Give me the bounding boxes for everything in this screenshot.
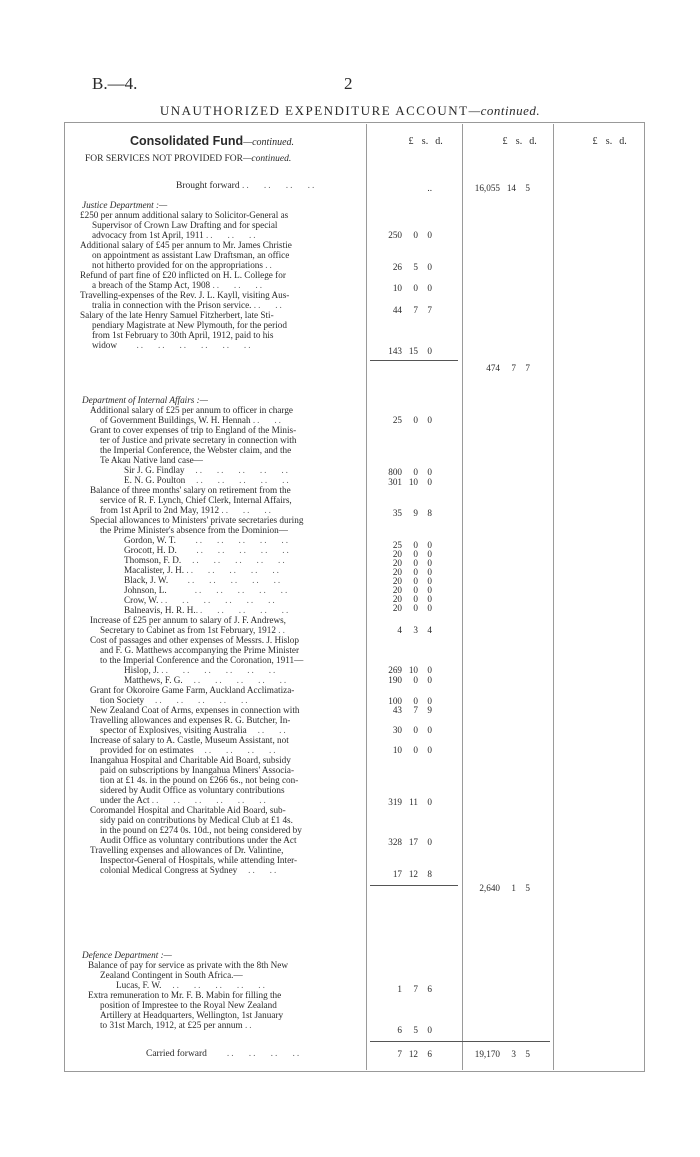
internal-amount: 4 3 4: [397, 625, 432, 635]
justice-heading: Justice Department :—: [82, 200, 168, 210]
column-header-1: £ s. d.: [408, 136, 443, 147]
internal-line: in the pound on £274 0s. 10d., not being considered by: [100, 825, 302, 835]
defence-heading: Defence Department :—: [82, 950, 172, 960]
carried-forward-col1: 7 12 6: [397, 1049, 432, 1059]
title-suffix: —continued.: [468, 103, 541, 118]
internal-amount: 10 0 0: [392, 745, 432, 755]
internal-amount: 30 0 0: [392, 725, 432, 735]
internal-line: from 1st April to 2nd May, 1912 .. .. ..: [100, 505, 273, 515]
internal-line: paid on subscriptions by Inangahua Miners' Associa-: [100, 765, 295, 775]
internal-line: Travelling expenses and allowances of Dr. Valintine,: [90, 845, 284, 855]
internal-line: of Government Buildings, W. H. Hennah .. ..: [100, 415, 283, 425]
internal-line: Special allowances to Ministers' private secretaries during: [90, 515, 304, 525]
defence-amount: 6 5 0: [397, 1025, 432, 1035]
internal-amount: 25 0 0: [392, 540, 432, 550]
internal-amount: 43 7 9: [392, 705, 432, 715]
services-heading: FOR SERVICES NOT PROVIDED FOR—continued.: [85, 154, 292, 164]
internal-line: sidered by Audit Office as voluntary contributions: [100, 785, 285, 795]
column-divider: [462, 124, 463, 1070]
justice-amount: 44 7 7: [392, 305, 432, 315]
justice-line: a breach of the Stamp Act, 1908 .. .. ..: [92, 280, 264, 290]
internal-line: tion at £1 4s. in the pound on £266 6s., not being con-: [100, 775, 299, 785]
justice-total: 474 7 7: [486, 363, 530, 373]
internal-line: Secretary to Cabinet as from 1st February, 1912 ..: [100, 625, 287, 635]
internal-amount: 328 17 0: [388, 837, 432, 847]
justice-line: on appointment as assistant Law Draftsman, an office: [92, 250, 290, 260]
justice-line: not hitherto provided for on the appropriations ..: [92, 260, 274, 270]
internal-line: Balance of three months' salary on retirement from the: [90, 485, 291, 495]
internal-line: Black, J. W. .. .. .. .. ..: [124, 575, 283, 585]
internal-line: Thomson, F. D. .. .. .. .. ..: [124, 555, 287, 565]
internal-amount: 20 0 0: [392, 549, 432, 559]
brought-forward-amount: 16,055 14 5: [474, 183, 530, 193]
justice-line: Salary of the late Henry Samuel Fitzherbert, late Sti-: [80, 310, 274, 320]
internal-amount: 20 0 0: [392, 576, 432, 586]
internal-amount: 17 12 8: [392, 869, 432, 879]
internal-line: Travelling allowances and expenses R. G. Butcher, In-: [90, 715, 291, 725]
internal-amount: 20 0 0: [392, 594, 432, 604]
carried-rule: [370, 1041, 550, 1042]
internal-line: colonial Medical Congress at Sydney .. ..: [100, 865, 279, 875]
defence-line: Lucas, F. W. .. .. .. .. ..: [116, 980, 267, 990]
justice-amount: 26 5 0: [392, 262, 432, 272]
internal-line: sidy paid on contributions by Medical Club at £1 4s.: [100, 815, 293, 825]
internal-amount: 20 0 0: [392, 585, 432, 595]
internal-amount: 25 0 0: [392, 415, 432, 425]
internal-line: Macalister, J. H. .. .. .. .. ..: [124, 565, 281, 575]
internal-line: Increase of £25 per annum to salary of J. F. Andrews,: [90, 615, 286, 625]
defence-line: Balance of pay for service as private with the 8th New: [88, 960, 289, 970]
internal-line: E. N. G. Poulton .. .. .. .. ..: [124, 475, 291, 485]
internal-line: Additional salary of £25 per annum to officer in charge: [90, 405, 293, 415]
internal-line: under the Act .. .. .. .. .. ..: [100, 795, 268, 805]
internal-line: Te Akau Native land case—: [100, 455, 203, 465]
justice-line: Additional salary of £45 per annum to Mr. James Christie: [80, 240, 292, 250]
defence-line: position of Imprestee to the Royal New Zealand: [100, 1000, 277, 1010]
internal-line: Johnson, L. .. .. .. .. ..: [124, 585, 290, 595]
justice-amount: 10 0 0: [392, 283, 432, 293]
subtotal-rule: [370, 885, 458, 886]
internal-line: Cost of passages and other expenses of Messrs. J. Hislop: [90, 635, 299, 645]
internal-line: Hislop, J. .. .. .. .. .. ..: [124, 665, 278, 675]
justice-line: Supervisor of Crown Law Drafting and for special: [92, 220, 278, 230]
internal-line: provided for on estimates .. .. .. ..: [100, 745, 278, 755]
subtotal-rule: [370, 360, 458, 361]
internal-line: the Imperial Conference, the Webster claim, and the: [100, 445, 292, 455]
internal-line: Sir J. G. Findlay .. .. .. .. ..: [124, 465, 290, 475]
carried-forward-label: Carried forward .. .. .. ..: [146, 1049, 302, 1059]
justice-amount: 250 0 0: [388, 230, 432, 240]
internal-amount: 319 11 0: [388, 797, 432, 807]
internal-line: New Zealand Coat of Arms, expenses in connection with: [90, 705, 300, 715]
internal-line: to the Imperial Conference and the Coronation, 1911—: [100, 655, 304, 665]
internal-line: Balneavis, H. R. H... .. .. .. ..: [124, 605, 291, 615]
internal-amount: 100 0 0: [388, 696, 432, 706]
brought-forward-label: Brought forward .. .. .. ..: [176, 181, 317, 191]
page-number: 2: [344, 74, 353, 93]
document-reference: B.—4.: [92, 74, 138, 93]
internal-line: spector of Explosives, visiting Australia .. ..: [100, 725, 288, 735]
internal-line: Crow, W. .. .. .. .. .. ..: [124, 595, 277, 605]
internal-line: the Prime Minister's absence from the Dominion—: [100, 525, 288, 535]
internal-line: Grant for Okoroire Game Farm, Auckland Acclimatiza-: [90, 685, 295, 695]
justice-amount: 143 15 0: [388, 346, 432, 356]
internal-line: Grant to cover expenses of trip to England of the Minis-: [90, 425, 297, 435]
justice-line: tralia in connection with the Prison service. .. ..: [92, 300, 284, 310]
title-main: UNAUTHORIZED EXPENDITURE ACCOUNT: [159, 103, 469, 118]
internal-amount: 269 10 0: [388, 665, 432, 675]
defence-line: Extra remuneration to Mr. F. B. Mabin for filling the: [88, 990, 282, 1000]
internal-amount: 35 9 8: [392, 508, 432, 518]
internal-line: Inspector-General of Hospitals, while attending Inter-: [100, 855, 298, 865]
internal-line: ter of Justice and private secretary in connection with: [100, 435, 297, 445]
internal-line: Increase of salary to A. Castle, Museum Assistant, not: [90, 735, 289, 745]
defence-amount: 1 7 6: [397, 984, 432, 994]
internal-line: tion Society .. .. .. .. ..: [100, 695, 250, 705]
internal-line: Matthews, F. G. .. .. .. .. ..: [124, 675, 289, 685]
internal-amount: 20 0 0: [392, 558, 432, 568]
column-header-3: £ s. d.: [592, 136, 627, 147]
internal-line: Coromandel Hospital and Charitable Aid Board, sub-: [90, 805, 286, 815]
internal-line: Gordon, W. T. .. .. .. .. ..: [124, 535, 290, 545]
justice-line: Travelling-expenses of the Rev. J. L. Kayll, visiting Aus-: [80, 290, 290, 300]
internal-line: Grocott, H. D. .. .. .. .. ..: [124, 545, 291, 555]
internal-total: 2,640 1 5: [479, 883, 530, 893]
internal-amount: 20 0 0: [392, 567, 432, 577]
defence-line: Zealand Contingent in South Africa.—: [100, 970, 243, 980]
internal-amount: 20 0 0: [392, 603, 432, 613]
carried-forward-col2: 19,170 3 5: [474, 1049, 530, 1059]
justice-line: pendiary Magistrate at New Plymouth, for the period: [92, 320, 287, 330]
justice-line: advocacy from 1st April, 1911 .. .. ..: [92, 230, 258, 240]
justice-line: widow .. .. .. .. .. ..: [92, 340, 253, 350]
column-header-2: £ s. d.: [502, 136, 537, 147]
defence-line: to 31st March, 1912, at £25 per annum ..: [100, 1020, 254, 1030]
internal-amount: 800 0 0: [388, 467, 432, 477]
fund-heading: Consolidated Fund—continued.: [130, 134, 295, 148]
internal-line: Inangahua Hospital and Charitable Aid Board, subsidy: [90, 755, 291, 765]
internal-heading: Department of Internal Affairs :—: [82, 395, 208, 405]
internal-line: and F. G. Matthews accompanying the Prime Minister: [100, 645, 300, 655]
internal-line: Audit Office as voluntary contributions under the Act: [100, 835, 297, 845]
justice-line: Refund of part fine of £20 inflicted on H. L. College for: [80, 270, 286, 280]
column-divider: [553, 124, 554, 1070]
justice-line: from 1st February to 30th April, 1912, paid to his: [92, 330, 274, 340]
page-title: [0, 103, 700, 119]
internal-line: service of R. F. Lynch, Chief Clerk, Internal Affairs,: [100, 495, 292, 505]
brought-forward-dots: ..: [427, 183, 432, 193]
justice-line: £250 per annum additional salary to Solicitor-General as: [80, 210, 289, 220]
internal-amount: 190 0 0: [388, 675, 432, 685]
internal-amount: 301 10 0: [388, 477, 432, 487]
defence-line: Artillery at Headquarters, Wellington, 1st January: [100, 1010, 284, 1020]
